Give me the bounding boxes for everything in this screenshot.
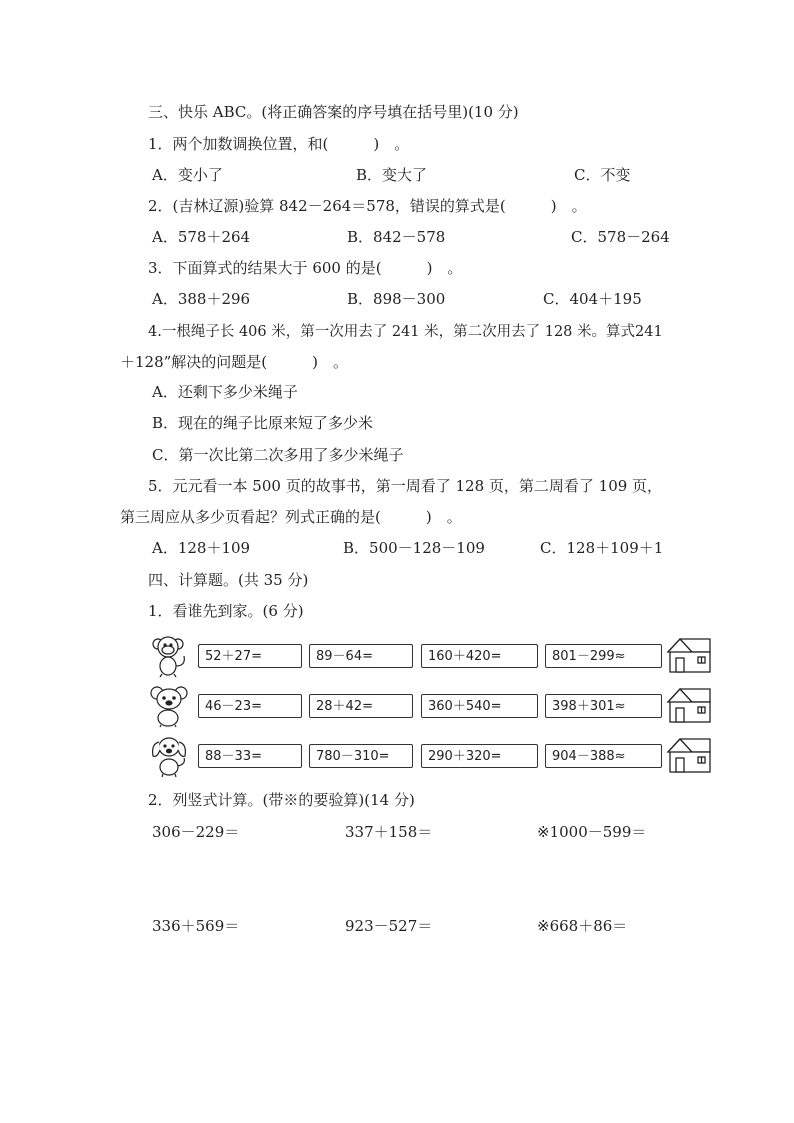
q5-option-a: A．128＋109 [152,539,251,557]
race-box: 88－33= [198,744,302,768]
q5-option-c: C．128＋109＋1 [540,539,664,557]
race-box: 801－299≈ [545,644,662,668]
section3-heading: 三、快乐 ABC。(将正确答案的序号填在括号里)(10 分) [148,103,519,121]
race-box: 290＋320= [421,744,538,768]
vertical-calc-item: 923－527＝ [345,917,433,935]
question-5-line2: 第三周应从多少页看起？列式正确的是( ) 。 [120,508,462,526]
q3-option-a: A．388＋296 [152,290,251,308]
vertical-calc-item: 337＋158＝ [345,823,433,841]
question-4-line2: ＋128”解决的问题是( ) 。 [120,353,349,371]
house-icon [666,636,712,674]
vertical-calc-item: 336＋569＝ [152,917,240,935]
race-row-2 [148,690,718,726]
question-4-line1: 4.一根绳子长 406 米，第一次用去了 241 米，第二次用去了 128 米。算式241 [148,324,663,340]
q1-option-c: C．不变 [574,166,631,184]
race-box: 904－388≈ [545,744,662,768]
vertical-calc-item: 306－229＝ [152,823,240,841]
puppy-icon [148,734,194,778]
race-row-3 [148,740,718,776]
question-1: 1．两个加数调换位置，和( ) 。 [148,135,410,153]
house-icon [666,736,712,774]
race-box: 360＋540= [421,694,538,718]
race-box: 28＋42= [309,694,413,718]
race-box: 780－310= [309,744,413,768]
q4-option-a: A．还剩下多少米绳子 [152,383,298,401]
vertical-calc-item: ※668＋86＝ [537,917,628,935]
race-box: 160＋420= [421,644,538,668]
race-box: 89－64= [309,644,413,668]
q4-option-c: C．第一次比第二次多用了多少米绳子 [152,446,404,464]
race-row-1 [148,640,718,676]
question-2: 2．(吉林辽源)验算 842－264＝578，错误的算式是( ) 。 [148,197,587,215]
q5-option-b: B．500－128－109 [343,539,485,557]
question-5-line1: 5．元元看一本 500 页的故事书，第一周看了 128 页，第二周看了 109 页， [148,477,663,495]
q3-option-b: B．898－300 [347,290,446,308]
section4-heading: 四、计算题。(共 35 分) [148,571,309,589]
part1-title: 1．看谁先到家。(6 分) [148,602,304,620]
monkey-icon [148,634,194,678]
q2-option-b: B．842－578 [347,228,446,246]
q4-option-b: B．现在的绳子比原来短了多少米 [152,414,374,432]
q1-option-a: A．变小了 [152,166,223,184]
part2-title: 2．列竖式计算。(带※的要验算)(14 分) [148,791,415,809]
q2-option-c: C．578－264 [571,228,670,246]
question-3: 3．下面算式的结果大于 600 的是( ) 。 [148,259,463,277]
race-box: 52＋27= [198,644,302,668]
q1-option-b: B．变大了 [356,166,428,184]
koala-icon [148,684,194,728]
q2-option-a: A．578＋264 [152,228,251,246]
race-box: 46－23= [198,694,302,718]
house-icon [666,686,712,724]
vertical-calc-item: ※1000－599＝ [537,823,647,841]
race-box: 398＋301≈ [545,694,662,718]
q3-option-c: C．404＋195 [543,290,642,308]
